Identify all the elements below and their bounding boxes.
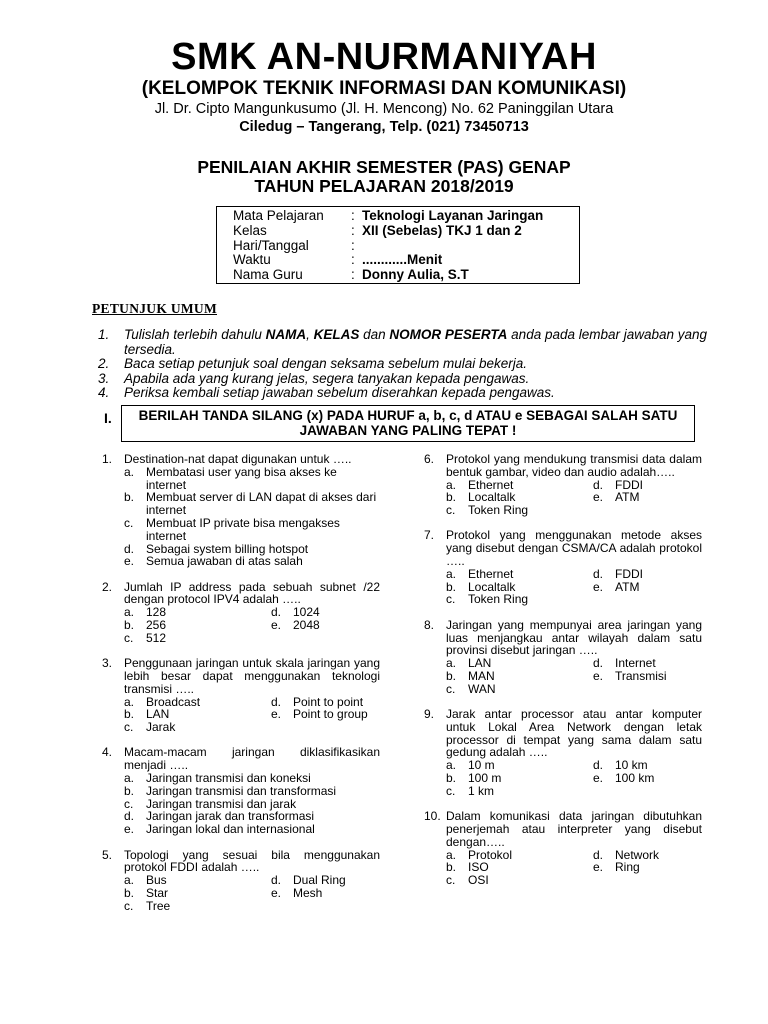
option-grid bbox=[424, 479, 702, 517]
question-number: 6. bbox=[424, 452, 435, 466]
answer-option bbox=[124, 900, 271, 913]
option-text: FDDI bbox=[615, 477, 643, 492]
questions-left-column bbox=[102, 453, 380, 925]
option-text: Jarak bbox=[146, 720, 176, 735]
option-text: 10 km bbox=[615, 758, 648, 773]
school-city-phone: Ciledug – Tangerang, Telp. (021) 73450713 bbox=[239, 119, 529, 135]
option-letter: e. bbox=[271, 618, 282, 633]
answer-option bbox=[593, 479, 702, 492]
instruction-number: 4. bbox=[98, 385, 110, 400]
answer-option bbox=[124, 517, 380, 543]
option-letter: b. bbox=[124, 707, 135, 722]
info-row bbox=[233, 239, 579, 254]
instruction-item bbox=[98, 357, 708, 372]
option-list bbox=[102, 466, 380, 568]
option-grid bbox=[102, 606, 380, 644]
answer-option bbox=[446, 593, 593, 606]
option-text: Localtalk bbox=[468, 490, 516, 505]
option-grid bbox=[102, 874, 380, 912]
answer-option bbox=[124, 466, 380, 492]
option-text: Point to group bbox=[293, 707, 368, 722]
option-letter: e. bbox=[271, 707, 282, 722]
info-row bbox=[233, 224, 579, 239]
option-grid bbox=[102, 696, 380, 734]
answer-option bbox=[446, 772, 593, 785]
option-letter: e. bbox=[593, 490, 604, 505]
option-text: 10 m bbox=[468, 758, 495, 773]
option-text: Membuat IP private bisa mengakses internet bbox=[146, 515, 340, 543]
option-text: WAN bbox=[468, 681, 496, 696]
option-letter: d. bbox=[271, 605, 282, 620]
option-letter: b. bbox=[446, 490, 457, 505]
exam-title-line2: TAHUN PELAJARAN 2018/2019 bbox=[254, 176, 514, 196]
question-number: 10. bbox=[424, 809, 441, 824]
instruction-text-part: Tulislah terlebih dahulu bbox=[124, 327, 266, 342]
option-text: Mesh bbox=[293, 885, 323, 900]
option-letter: d. bbox=[593, 847, 604, 862]
question-item bbox=[424, 619, 702, 696]
answer-option bbox=[124, 491, 380, 517]
option-text: Protokol bbox=[468, 847, 513, 862]
instructions-list bbox=[98, 328, 708, 401]
option-letter: a. bbox=[124, 464, 135, 479]
option-letter: d. bbox=[593, 566, 604, 581]
option-text: Star bbox=[146, 885, 169, 900]
question-text: Protokol yang mendukung transmisi data dalam bentuk gambar, video dan audio adalah….. bbox=[446, 452, 702, 479]
option-grid bbox=[424, 568, 702, 606]
option-text: Jaringan transmisi dan transformasi bbox=[146, 783, 337, 798]
option-letter: a. bbox=[446, 477, 457, 492]
option-text: Jaringan jarak dan transformasi bbox=[146, 809, 315, 824]
option-text: 1024 bbox=[293, 605, 320, 620]
question-text: Macam-macam jaringan diklasifikasikan menjadi ….. bbox=[124, 745, 380, 773]
question-line bbox=[102, 453, 380, 466]
question-number: 2. bbox=[102, 579, 113, 594]
option-letter: d. bbox=[271, 873, 282, 888]
answer-option bbox=[124, 555, 380, 568]
answer-option bbox=[124, 632, 271, 645]
option-text: Membatasi user yang bisa akses ke internet bbox=[146, 464, 337, 492]
option-text: Token Ring bbox=[468, 592, 529, 607]
question-line bbox=[424, 619, 702, 657]
exam-title bbox=[0, 158, 768, 196]
instruction-text-part: anda pada lembar jawaban yang tersedia. bbox=[124, 327, 708, 357]
question-item bbox=[424, 453, 702, 517]
option-letter: c. bbox=[124, 796, 134, 811]
answer-option bbox=[593, 670, 702, 683]
option-letter: d. bbox=[271, 694, 282, 709]
option-letter: e. bbox=[271, 885, 282, 900]
answer-option bbox=[446, 683, 593, 696]
option-letter: d. bbox=[124, 541, 135, 556]
option-text: FDDI bbox=[615, 566, 643, 581]
question-item bbox=[102, 453, 380, 568]
option-letter: a. bbox=[446, 758, 457, 773]
instruction-text bbox=[124, 328, 708, 357]
option-letter: a. bbox=[124, 771, 135, 786]
option-grid bbox=[424, 657, 702, 695]
option-text: Internet bbox=[615, 656, 656, 671]
info-value: Teknologi Layanan Jaringan bbox=[362, 208, 544, 223]
school-name: SMK AN-NURMANIYAH bbox=[171, 36, 597, 78]
option-text: Ethernet bbox=[468, 566, 514, 581]
question-line bbox=[424, 453, 702, 479]
option-text: Jaringan lokal dan internasional bbox=[146, 822, 315, 837]
option-letter: e. bbox=[593, 860, 604, 875]
answer-option bbox=[124, 619, 271, 632]
question-number: 8. bbox=[424, 617, 435, 632]
option-letter: c. bbox=[446, 873, 456, 888]
question-text: Jarak antar processor atau antar komputer untuk Lokal Area Network dengan letak processor di tempat yang sama dalam satu gedung adalah ….. bbox=[446, 707, 702, 760]
option-letter: e. bbox=[593, 668, 604, 683]
instruction-text: Periksa kembali setiap jawaban sebelum diserahkan kepada pengawas. bbox=[124, 385, 555, 400]
option-text: Localtalk bbox=[468, 579, 516, 594]
question-line bbox=[102, 657, 380, 695]
option-letter: b. bbox=[124, 490, 135, 505]
option-letter: b. bbox=[446, 860, 457, 875]
info-row bbox=[233, 253, 579, 268]
option-letter: c. bbox=[124, 630, 134, 645]
option-letter: d. bbox=[593, 758, 604, 773]
option-text: Token Ring bbox=[468, 503, 529, 518]
option-text: Transmisi bbox=[615, 668, 667, 683]
option-text: Network bbox=[615, 847, 660, 862]
option-text: Sebagai system billing hotspot bbox=[146, 541, 309, 556]
option-letter: d. bbox=[593, 656, 604, 671]
answer-option bbox=[124, 772, 380, 785]
option-letter: b. bbox=[446, 579, 457, 594]
option-letter: c. bbox=[124, 515, 134, 530]
option-text: LAN bbox=[146, 707, 170, 722]
question-number: 5. bbox=[102, 847, 113, 862]
option-letter: a. bbox=[446, 847, 457, 862]
option-letter: d. bbox=[124, 809, 135, 824]
answer-option bbox=[593, 861, 702, 874]
info-value: ............Menit bbox=[362, 252, 443, 268]
option-letter: e. bbox=[124, 554, 135, 569]
question-line bbox=[102, 849, 380, 875]
question-item bbox=[102, 746, 380, 836]
option-text: Bus bbox=[146, 873, 167, 888]
question-item bbox=[424, 810, 702, 887]
answer-option bbox=[124, 874, 271, 887]
instruction-item bbox=[98, 386, 708, 401]
option-letter: b. bbox=[124, 618, 135, 633]
option-text: MAN bbox=[468, 668, 495, 683]
info-label: Mata Pelajaran bbox=[233, 208, 324, 223]
question-line bbox=[102, 581, 380, 607]
question-text: Protokol yang menggunakan metode akses yang disebut dengan CSMA/CA adalah protokol ….. bbox=[446, 528, 702, 569]
answer-option bbox=[593, 849, 702, 862]
option-letter: a. bbox=[124, 873, 135, 888]
option-letter: a. bbox=[124, 605, 135, 620]
question-text: Topologi yang sesuai bila menggunakan protokol FDDI adalah ….. bbox=[124, 847, 380, 875]
question-item bbox=[424, 708, 702, 798]
info-colon: : bbox=[351, 237, 355, 253]
option-letter: e. bbox=[124, 822, 135, 837]
answer-option bbox=[593, 581, 702, 594]
instruction-number: 3. bbox=[98, 370, 110, 386]
exam-info-box bbox=[216, 206, 580, 284]
answer-option bbox=[593, 772, 702, 785]
option-text: 100 km bbox=[615, 771, 655, 786]
option-letter: a. bbox=[446, 566, 457, 581]
school-address: Jl. Dr. Cipto Mangunkusumo (Jl. H. Mencong) No. 62 Paninggilan Utara bbox=[154, 101, 614, 117]
info-colon: : bbox=[351, 222, 355, 238]
info-value: XII (Sebelas) TKJ 1 dan 2 bbox=[362, 222, 522, 238]
option-letter: a. bbox=[124, 694, 135, 709]
option-grid bbox=[424, 759, 702, 797]
question-number: 9. bbox=[424, 707, 435, 722]
option-text: Broadcast bbox=[146, 694, 201, 709]
question-text: Jaringan yang mempunyai area jaringan yang luas menjangkau antar wilayah dalam satu provinsi disebut jaringan ….. bbox=[446, 617, 702, 658]
exam-title-line1: PENILAIAN AKHIR SEMESTER (PAS) GENAP bbox=[197, 157, 571, 177]
instruction-text-part: , bbox=[306, 327, 314, 342]
option-letter: c. bbox=[124, 720, 134, 735]
answer-option bbox=[124, 785, 380, 798]
info-colon: : bbox=[351, 252, 355, 268]
info-colon: : bbox=[351, 208, 355, 223]
answer-option bbox=[446, 874, 593, 887]
answer-option bbox=[446, 568, 593, 581]
question-item bbox=[424, 529, 702, 606]
option-text: 128 bbox=[146, 605, 167, 620]
answer-option bbox=[593, 568, 702, 581]
instruction-number: 1. bbox=[98, 327, 110, 342]
answer-option bbox=[271, 887, 380, 900]
school-header bbox=[0, 36, 768, 136]
option-letter: e. bbox=[593, 579, 604, 594]
question-line bbox=[424, 810, 702, 848]
answer-option bbox=[446, 785, 593, 798]
option-text: 100 m bbox=[468, 771, 502, 786]
info-label: Nama Guru bbox=[233, 267, 303, 283]
option-letter: c. bbox=[446, 681, 456, 696]
answer-option bbox=[124, 887, 271, 900]
info-colon: : bbox=[351, 267, 355, 283]
question-item bbox=[102, 657, 380, 734]
answer-option bbox=[271, 874, 380, 887]
option-text: Ethernet bbox=[468, 477, 514, 492]
answer-option bbox=[446, 670, 593, 683]
option-letter: a. bbox=[446, 656, 457, 671]
question-text: Penggunaan jaringan untuk skala jaringan yang lebih besar dapat menggunakan teknologi transmisi ….. bbox=[124, 656, 380, 696]
section-instruction-line1: BERILAH TANDA SILANG (x) PADA HURUF a, b, c, d ATAU e SEBAGAI SALAH SATU bbox=[138, 408, 678, 423]
answer-option bbox=[271, 606, 380, 619]
instruction-number: 2. bbox=[98, 356, 110, 371]
option-letter: b. bbox=[446, 668, 457, 683]
instruction-bold-kelas: KELAS bbox=[313, 327, 360, 342]
option-letter: b. bbox=[446, 771, 457, 786]
info-row bbox=[233, 209, 579, 224]
instruction-text: Apabila ada yang kurang jelas, segera tanyakan kepada pengawas. bbox=[124, 370, 530, 386]
option-letter: d. bbox=[593, 477, 604, 492]
section-number: I. bbox=[104, 410, 112, 426]
option-text: Jaringan transmisi dan koneksi bbox=[146, 771, 311, 786]
question-number: 1. bbox=[102, 452, 113, 466]
answer-option bbox=[124, 721, 271, 734]
option-letter: b. bbox=[124, 783, 135, 798]
info-label: Hari/Tanggal bbox=[233, 237, 309, 253]
question-text: Destination-nat dapat digunakan untuk ….. bbox=[124, 452, 352, 466]
instruction-item bbox=[98, 328, 708, 357]
instruction-text: Baca setiap petunjuk soal dengan seksama sebelum mulai bekerja. bbox=[124, 356, 527, 371]
option-letter: c. bbox=[124, 898, 134, 913]
option-text: Dual Ring bbox=[293, 873, 346, 888]
option-text: ATM bbox=[615, 490, 640, 505]
department-name: (KELOMPOK TEKNIK INFORMASI DAN KOMUNIKASI) bbox=[141, 78, 627, 99]
info-label: Kelas bbox=[233, 222, 267, 238]
info-label: Waktu bbox=[233, 252, 271, 268]
option-text: ISO bbox=[468, 860, 489, 875]
info-row bbox=[233, 268, 579, 283]
option-letter: c. bbox=[446, 783, 456, 798]
option-text: Jaringan transmisi dan jarak bbox=[146, 796, 297, 811]
question-line bbox=[424, 708, 702, 759]
option-letter: c. bbox=[446, 503, 456, 518]
section-instruction-line2: JAWABAN YANG PALING TEPAT ! bbox=[299, 423, 517, 438]
question-line bbox=[102, 746, 380, 772]
answer-option bbox=[446, 504, 593, 517]
answer-option bbox=[271, 708, 380, 721]
option-text: Membuat server di LAN dapat di akses dari internet bbox=[146, 490, 377, 518]
answer-option bbox=[593, 491, 702, 504]
question-item bbox=[102, 581, 380, 645]
instructions-title: PETUNJUK UMUM bbox=[92, 301, 218, 316]
info-value: Donny Aulia, S.T bbox=[362, 267, 469, 283]
answer-option bbox=[271, 619, 380, 632]
option-text: OSI bbox=[468, 873, 489, 888]
question-item bbox=[102, 849, 380, 913]
instruction-bold-nama: NAMA bbox=[265, 327, 307, 342]
instruction-bold-nomor: NOMOR PESERTA bbox=[389, 327, 508, 342]
question-number: 3. bbox=[102, 656, 113, 671]
instruction-text-part: dan bbox=[359, 327, 390, 342]
option-letter: b. bbox=[124, 885, 135, 900]
option-text: 1 km bbox=[468, 783, 495, 798]
option-text: LAN bbox=[468, 656, 492, 671]
question-text: Jumlah IP address pada sebuah subnet /22 dengan protocol IPV4 adalah ….. bbox=[124, 579, 380, 607]
option-text: 2048 bbox=[293, 618, 320, 633]
option-letter: e. bbox=[593, 771, 604, 786]
option-text: ATM bbox=[615, 579, 640, 594]
option-text: Semua jawaban di atas salah bbox=[146, 554, 303, 569]
question-number: 4. bbox=[102, 745, 113, 760]
instruction-item bbox=[98, 372, 708, 387]
option-text: Ring bbox=[615, 860, 640, 875]
option-text: 256 bbox=[146, 618, 167, 633]
question-number: 7. bbox=[424, 528, 435, 543]
option-letter: c. bbox=[446, 592, 456, 607]
answer-option bbox=[124, 823, 380, 836]
question-text: Dalam komunikasi data jaringan dibutuhkan penerjemah atau interpreter yang disebut dengan….. bbox=[446, 809, 702, 849]
option-grid bbox=[424, 849, 702, 887]
option-list bbox=[102, 772, 380, 836]
option-text: 512 bbox=[146, 630, 167, 645]
question-line bbox=[424, 529, 702, 567]
option-text: Tree bbox=[146, 898, 171, 913]
questions-right-column bbox=[424, 453, 702, 899]
option-text: Point to point bbox=[293, 694, 364, 709]
section-instruction-box bbox=[121, 405, 695, 442]
